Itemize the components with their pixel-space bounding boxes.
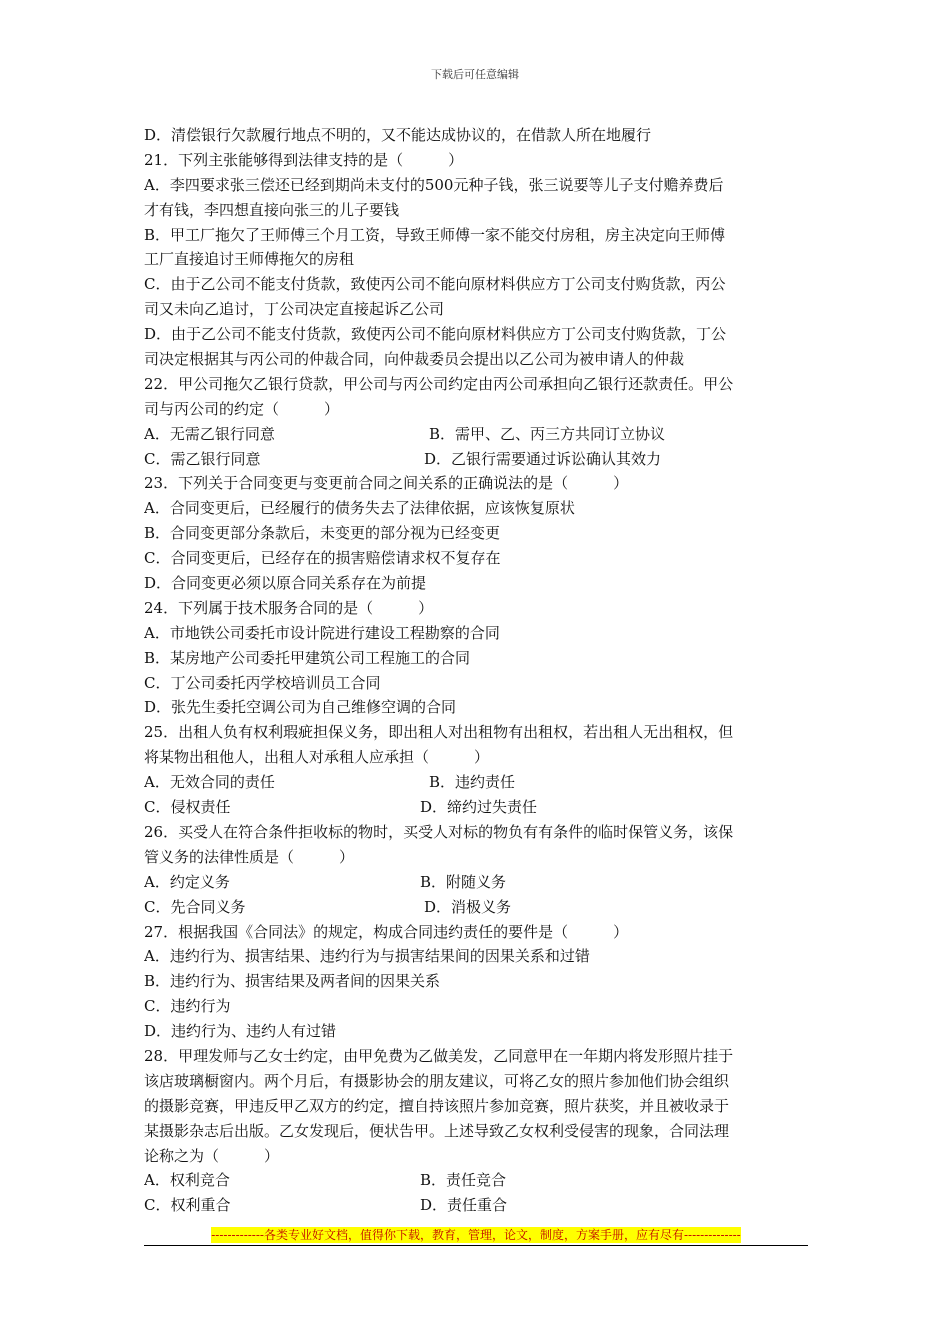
footer-divider bbox=[144, 1245, 808, 1246]
text-line: D．合同变更必须以原合同关系存在为前提 bbox=[144, 574, 427, 593]
text-line: A．市地铁公司委托市设计院进行建设工程勘察的合同 bbox=[144, 623, 500, 642]
text-line: B．违约行为、损害结果及两者间的因果关系 bbox=[144, 972, 441, 991]
text-line: 司又未向乙追讨，丁公司决定直接起诉乙公司 bbox=[144, 300, 445, 319]
option-right: B．责任竞合 bbox=[420, 1171, 507, 1190]
footer-banner-text: -------------各类专业好文档，值得你下载，教育，管理，论文，制度，方案手册，应有尽有-------------- bbox=[211, 1228, 741, 1242]
text-line: A．合同变更后，已经履行的债务失去了法律依据，应该恢复原状 bbox=[144, 499, 575, 518]
text-line: 的摄影竞赛，甲违反甲乙双方的约定，擅自持该照片参加竞赛，照片获奖，并且被收录于 bbox=[144, 1096, 730, 1115]
text-line: 才有钱，李四想直接向张三的儿子要钱 bbox=[144, 200, 400, 219]
text-line: C．丁公司委托丙学校培训员工合同 bbox=[144, 673, 381, 692]
text-line: 21．下列主张能够得到法律支持的是（ ） bbox=[144, 150, 464, 169]
text-line bbox=[144, 1193, 808, 1218]
text-line: 该店玻璃橱窗内。两个月后，有摄影协会的朋友建议，可将乙女的照片参加他们协会组织 bbox=[144, 1071, 730, 1090]
text-line: B．合同变更部分条款后，未变更的部分视为已经变更 bbox=[144, 524, 501, 543]
text-line: B．甲工厂拖欠了王师傅三个月工资，导致王师傅一家不能交付房租，房主决定向王师傅 bbox=[144, 225, 726, 244]
text-line: 22．甲公司拖欠乙银行贷款，甲公司与丙公司约定由丙公司承担向乙银行还款责任。甲公 bbox=[144, 374, 734, 393]
text-line bbox=[144, 770, 808, 795]
option-left: A．无需乙银行同意 bbox=[144, 424, 275, 443]
text-line: A．违约行为、损害结果、违约行为与损害结果间的因果关系和过错 bbox=[144, 947, 590, 966]
text-line bbox=[144, 870, 808, 895]
text-line: 28．甲理发师与乙女士约定，由甲免费为乙做美发，乙同意甲在一年期内将发形照片挂于 bbox=[144, 1046, 734, 1065]
text-line: 管义务的法律性质是（ ） bbox=[144, 847, 355, 866]
text-line: C．合同变更后，已经存在的损害赔偿请求权不复存在 bbox=[144, 549, 501, 568]
text-line bbox=[144, 1168, 808, 1193]
text-line: A．李四要求张三偿还已经到期尚未支付的500元种子钱，张三说要等儿子支付赡养费后 bbox=[144, 175, 724, 194]
option-left: A．权利竞合 bbox=[144, 1171, 230, 1190]
text-line: B．某房地产公司委托甲建筑公司工程施工的合同 bbox=[144, 648, 471, 667]
option-right: D．乙银行需要通过诉讼确认其效力 bbox=[424, 449, 662, 468]
text-line: D．违约行为、违约人有过错 bbox=[144, 1022, 337, 1041]
text-line: D．由于乙公司不能支付货款，致使丙公司不能向原材料供应方丁公司支付购货款，丁公 bbox=[144, 325, 727, 344]
text-line: D．张先生委托空调公司为自己维修空调的合同 bbox=[144, 698, 457, 717]
option-left: C．侵权责任 bbox=[144, 798, 231, 817]
footer-banner bbox=[144, 1226, 808, 1243]
text-line: 23．下列关于合同变更与变更前合同之间关系的正确说法的是（ ） bbox=[144, 474, 629, 493]
text-line: 27．根据我国《合同法》的规定，构成合同违约责任的要件是（ ） bbox=[144, 922, 629, 941]
text-line bbox=[144, 447, 808, 472]
option-right: D．消极义务 bbox=[424, 897, 512, 916]
option-right: D．责任重合 bbox=[420, 1196, 508, 1215]
text-line: C．违约行为 bbox=[144, 997, 231, 1016]
text-line: 工厂直接追讨王师傅拖欠的房租 bbox=[144, 250, 355, 269]
option-left: C．权利重合 bbox=[144, 1196, 231, 1215]
text-line bbox=[144, 795, 808, 820]
text-line: 司与丙公司的约定（ ） bbox=[144, 399, 340, 418]
text-line: 25．出租人负有权利瑕疵担保义务，即出租人对出租物有出租权，若出租人无出租权，但 bbox=[144, 723, 734, 742]
option-right: B．违约责任 bbox=[429, 773, 516, 792]
text-line: 将某物出租他人，出租人对承租人应承担（ ） bbox=[144, 748, 490, 767]
text-line: 司决定根据其与丙公司的仲裁合同，向仲裁委员会提出以乙公司为被申请人的仲裁 bbox=[144, 350, 685, 369]
option-left: C．先合同义务 bbox=[144, 897, 246, 916]
document-body bbox=[144, 123, 808, 1218]
page-header: 下载后可任意编辑 bbox=[431, 68, 519, 81]
text-line bbox=[144, 422, 808, 447]
option-right: B．需甲、乙、丙三方共同订立协议 bbox=[429, 424, 666, 443]
text-line: D．清偿银行欠款履行地点不明的，又不能达成协议的，在借款人所在地履行 bbox=[144, 126, 652, 144]
text-line: 某摄影杂志后出版。乙女发现后，便状告甲。上述导致乙女权利受侵害的现象，合同法理 bbox=[144, 1121, 730, 1140]
text-line bbox=[144, 895, 808, 920]
option-right: D．缔约过失责任 bbox=[420, 798, 538, 817]
option-left: A．约定义务 bbox=[144, 872, 230, 891]
option-left: A．无效合同的责任 bbox=[144, 773, 275, 792]
option-right: B．附随义务 bbox=[420, 872, 507, 891]
text-line: C．由于乙公司不能支付货款，致使丙公司不能向原材料供应方丁公司支付购货款，丙公 bbox=[144, 275, 726, 294]
text-line: 24．下列属于技术服务合同的是（ ） bbox=[144, 598, 434, 617]
option-left: C．需乙银行同意 bbox=[144, 449, 261, 468]
text-line: 论称之为（ ） bbox=[144, 1146, 280, 1165]
text-line: 26．买受人在符合条件拒收标的物时，买受人对标的物负有有条件的临时保管义务，该保 bbox=[144, 822, 734, 841]
